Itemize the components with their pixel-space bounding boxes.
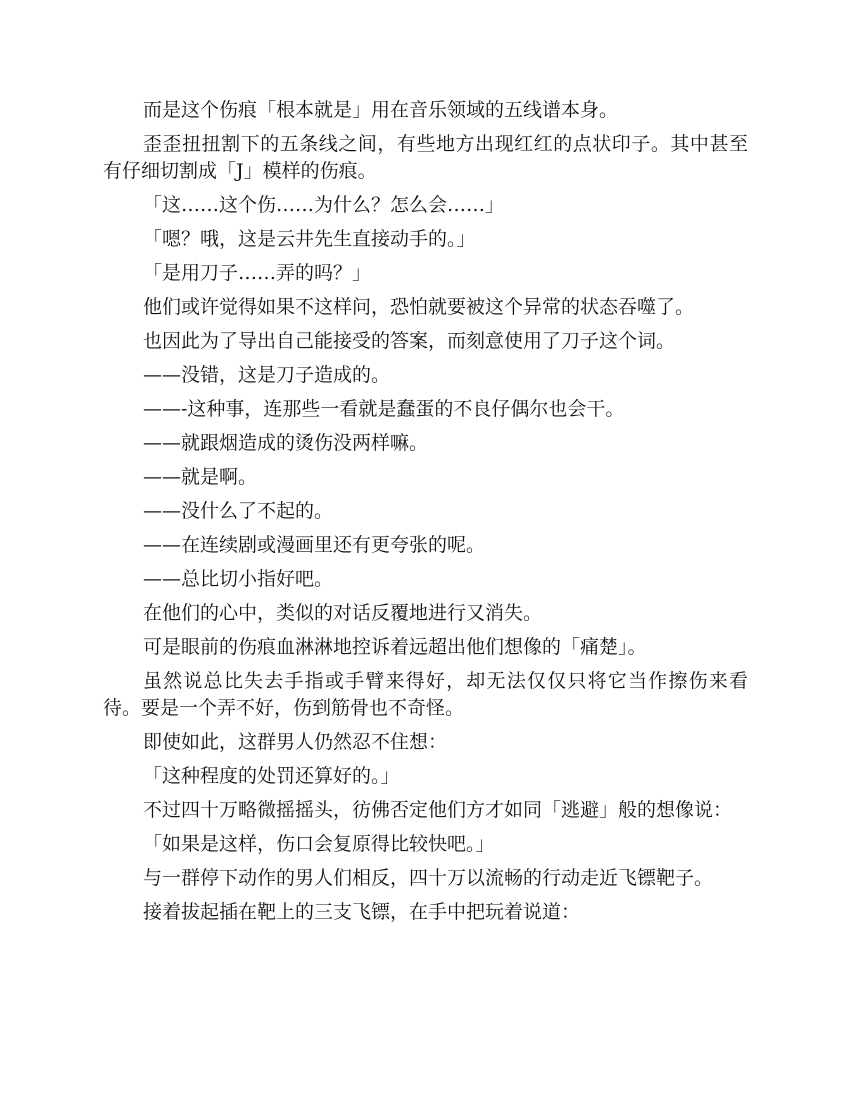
paragraph: 「是用刀子……弄的吗？」 xyxy=(143,262,372,284)
paragraph: 不过四十万略微摇摇头，彷佛否定他们方才如同「逃避」般的想像说： xyxy=(143,799,733,821)
paragraph: 在他们的心中，类似的对话反覆地进行又消失。 xyxy=(143,602,543,624)
paragraph: 即使如此，这群男人仍然忍不住想： xyxy=(143,731,448,753)
paragraph: ——没什么了不起的。 xyxy=(143,500,334,522)
paragraph: 「这种程度的处罚还算好的。」 xyxy=(143,765,400,787)
paragraph: 他们或许觉得如果不这样问，恐怕就要被这个异常的状态吞噬了。 xyxy=(143,296,695,318)
paragraph: 而是这个伤痕「根本就是」用在音乐领域的五线谱本身。 xyxy=(143,99,619,121)
paragraph: 「这……这个伤……为什么？怎么会……」 xyxy=(143,194,505,216)
paragraph: 也因此为了导出自己能接受的答案，而刻意使用了刀子这个词。 xyxy=(143,330,676,352)
paragraph: ——总比切小指好吧。 xyxy=(143,568,334,590)
paragraph: 可是眼前的伤痕血淋淋地控诉着远超出他们想像的「痛楚」。 xyxy=(143,636,647,658)
paragraph: 「如果是这样，伤口会复原得比较快吧。」 xyxy=(143,833,495,855)
paragraph: 接着拔起插在靶上的三支飞镖，在手中把玩着说道： xyxy=(143,901,581,923)
body-text xyxy=(103,97,748,933)
paragraph: ——就跟烟造成的烫伤没两样嘛。 xyxy=(143,432,429,454)
paragraph: ——-这种事，连那些一看就是蠢蛋的不良仔偶尔也会干。 xyxy=(143,398,625,420)
paragraph: 虽然说总比失去手指或手臂来得好，却无法仅仅只将它当作擦伤来看待。要是一个弄不好，伤到筋骨也不奇怪。 xyxy=(103,670,748,719)
paragraph: 「嗯？哦，这是云井先生直接动手的。」 xyxy=(143,228,476,250)
paragraph: ——没错，这是刀子造成的。 xyxy=(143,364,391,386)
paragraph: ——就是啊。 xyxy=(143,466,258,488)
paragraph: 歪歪扭扭割下的五条线之间，有些地方出现红红的点状印子。其中甚至有仔细切割成「J」模样的伤痕。 xyxy=(103,133,748,182)
paragraph: ——在连续剧或漫画里还有更夸张的呢。 xyxy=(143,534,486,556)
paragraph: 与一群停下动作的男人们相反，四十万以流畅的行动走近飞镖靶子。 xyxy=(143,867,714,889)
